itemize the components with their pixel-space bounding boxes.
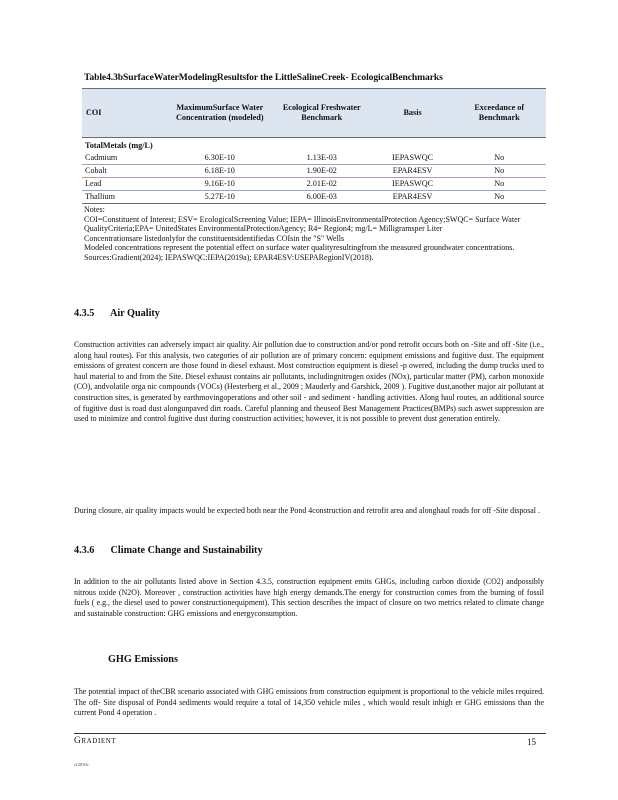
paragraph: In addition to the air pollutants listed above in Section 4.3.5, construction equipment emits GHGs, including carbon dioxide (CO2) andpossibly nitrous oxide (N2O). Moreover , construction activities have high energy demands.The energy for construction comes from the burning of fossil fuels ( e.g., the diesel used to power constructionequipment). This section describes the impact of closure on two metrics related to climate change and sustainable construction: GHG emissions and energyconsumption. <box>74 577 544 618</box>
table-notes <box>84 205 550 263</box>
gradient-logo: Gradient <box>74 736 117 746</box>
air-quality-text <box>74 340 544 425</box>
cell-exceedance: No <box>452 152 546 165</box>
table-row <box>82 152 546 165</box>
group-label: TotalMetals (mg/L) <box>85 141 153 150</box>
footer-rule <box>74 733 546 734</box>
subheading-ghg: GHG Emissions <box>108 654 178 665</box>
paragraph: The potential impact of theCBR scenario associated with GHG emissions from construction equipment is proportional to the vehicle miles required. The off- Site disposal of Pond4 sediments would require a total of 14,350 vehicle miles , which would result inhigh er GHG emissions than the current Pond 4 operation . <box>74 687 544 718</box>
section-title: Climate Change and Sustainability <box>110 545 263 556</box>
header-coi: COI <box>82 89 169 138</box>
note-listing: Concentrationsare listedonlyfor the constituentsidentifiedas COIsin the "S" Wells <box>84 233 345 243</box>
ghg-text <box>74 687 544 719</box>
paragraph: Construction activities can adversely impact air quality. Air pollution due to construction and/or pond retrofit occurs both on -Site and off -Site (i.e., along haul routes). For this analysis, two categories of air pollution are of primary concern: equipment emissions and fugitive dust. The equipment emissions of greatest concern are those found in diesel exhaust. Most construction equipment is diesel -p owered, including the dump trucks used to haul material to and from the Site. Diesel exhaust contains air pollutants, includingnitrogen oxides (NOx), particular matter (PM), carbon monoxide (CO), andvolatile orga nic compounds (VOCs) (Hesterberg et al., 2009 ; Mauderly and Garshick, 2009 ). Fugitive dust,another major air pollutant at construction sites, is generated by earthmovingoperations and other soil - and sediment - handling activities. Along haul routes, an additional source of fugitive dust is road dust alongunpaved dirt roads. Careful planning and theuseof Best Management Practices(BMPs) such aswet suppression are used to minimize and control fugitive dust during construction activities; however, it is not possible to prevent dust generation entirely. <box>74 340 544 424</box>
cell-basis: IEPASWQC <box>373 152 453 165</box>
cell-coi: Cobalt <box>82 165 169 178</box>
note-abbreviations: COI=Constituent of Interest; ESV= EcologicalScreening Value; IEPA= IllinoisEnvironmentalProtection Agency;SWQC= Surface Water QualityCriteria;EPA= UnitedStates EnvironmentalProtectionAgency; R4= Region4; mg/L= Milligramsper Liter <box>84 214 521 234</box>
file-code: r12030c <box>74 762 89 767</box>
table-row <box>82 191 546 204</box>
note-sources: Sources:Gradient(2024); IEPASWQC:IEPA(2019a); EPAR4ESV:USEPARegionIV(2018). <box>84 252 374 262</box>
section-heading-climate <box>74 545 263 556</box>
cell-basis: EPAR4ESV <box>373 165 453 178</box>
notes-heading: Notes: <box>84 205 105 214</box>
benchmark-table <box>82 88 546 204</box>
page-number: 15 <box>527 737 536 747</box>
header-exceedance: Exceedance of Benchmark <box>452 89 546 138</box>
table-row <box>82 178 546 191</box>
table-group-row <box>82 138 546 153</box>
section-number: 4.3.6 <box>74 545 95 556</box>
cell-basis: IEPASWQC <box>373 178 453 191</box>
cell-basis: EPAR4ESV <box>373 191 453 204</box>
cell-concentration: 9.16E-10 <box>169 178 271 191</box>
cell-concentration: 6.30E-10 <box>169 152 271 165</box>
header-max-concentration: MaximumSurface Water Concentration (modeled) <box>169 89 271 138</box>
cell-exceedance: No <box>452 178 546 191</box>
header-benchmark: Ecological Freshwater Benchmark <box>271 89 373 138</box>
cell-benchmark: 1.13E-03 <box>271 152 373 165</box>
table-header-row <box>82 89 546 138</box>
cell-concentration: 6.18E-10 <box>169 165 271 178</box>
note-modeled: Modeled concentrations represent the potential effect on surface water qualityresultingfrom the measured groundwater concentrations. <box>84 243 515 253</box>
paragraph: During closure, air quality impacts would be expected both near the Pond 4construction and retrofit area and alonghaul roads for off -Site disposal . <box>74 506 540 515</box>
cell-exceedance: No <box>452 165 546 178</box>
cell-exceedance: No <box>452 191 546 204</box>
climate-text <box>74 577 544 619</box>
cell-coi: Cadmium <box>82 152 169 165</box>
cell-coi: Lead <box>82 178 169 191</box>
section-number: 4.3.5 <box>74 308 95 319</box>
section-title: Air Quality <box>109 308 160 319</box>
cell-concentration: 5.27E-10 <box>169 191 271 204</box>
cell-benchmark: 1.90E-02 <box>271 165 373 178</box>
cell-benchmark: 2.01E-02 <box>271 178 373 191</box>
cell-coi: Thallium <box>82 191 169 204</box>
table-row <box>82 165 546 178</box>
table-title: Table4.3bSurfaceWaterModelingResultsfor the LittleSalineCreek- EcologicalBenchmarks <box>84 72 443 83</box>
cell-benchmark: 6.00E-03 <box>271 191 373 204</box>
air-quality-closure-text <box>74 506 544 517</box>
section-heading-air-quality <box>74 308 160 319</box>
header-basis: Basis <box>373 89 453 138</box>
